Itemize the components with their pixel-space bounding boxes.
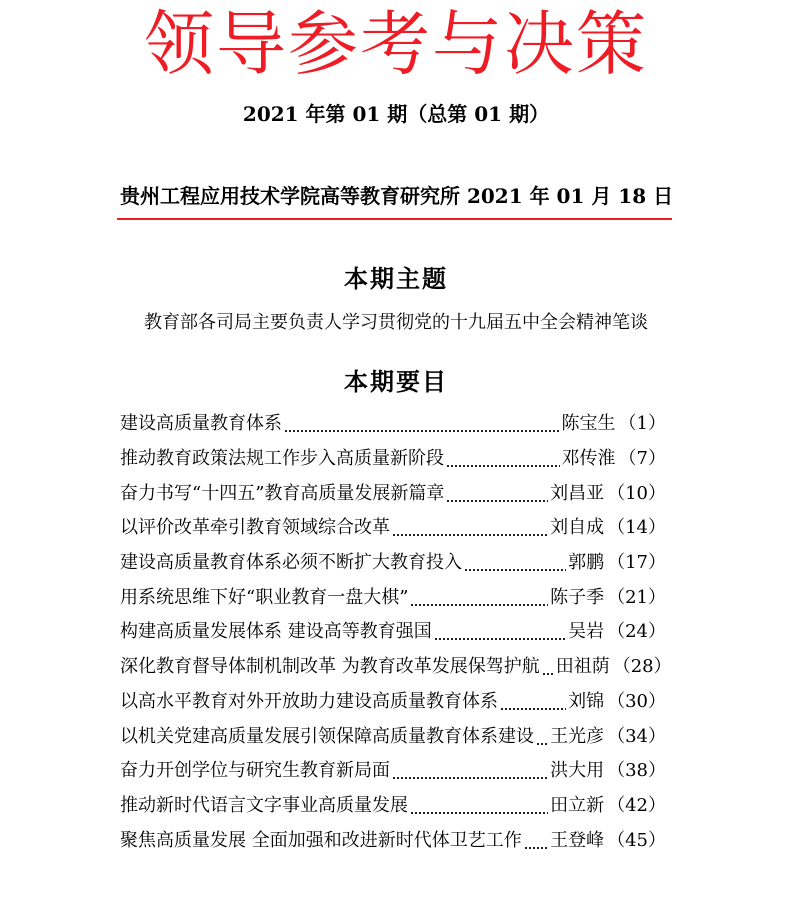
toc-dot-leader (536, 728, 548, 746)
toc-item[interactable] (120, 442, 666, 477)
toc-item-page: （38） (607, 760, 666, 782)
toc-item-author: 王登峰 (550, 829, 605, 851)
toc-dot-leader (410, 797, 548, 815)
theme-text: 教育部各司局主要负责人学习贯彻党的十九届五中全会精神笔谈 (144, 312, 648, 333)
toc-item-author: 王光彦 (550, 725, 605, 747)
toc-item-title: 构建高质量发展体系 建设高等教育强国 (120, 621, 432, 643)
toc-item-author: 陈宝生 (561, 413, 616, 435)
toc-item-title: 推动教育政策法规工作步入高质量新阶段 (120, 448, 444, 470)
toc-item-title: 深化教育督导体制机制改革 为教育改革发展保驾护航 (120, 656, 540, 678)
toc-item-page: （42） (607, 794, 666, 816)
toc-item-title: 奋力书写“十四五”教育高质量发展新篇章 (120, 482, 445, 504)
toc-item-page: （17） (607, 552, 666, 574)
toc-dot-leader (542, 658, 554, 676)
toc-item-author: 吴岩 (568, 621, 605, 643)
toc-item-author: 田祖荫 (555, 656, 610, 678)
toc-item-page: （21） (607, 586, 666, 608)
header-rule (117, 218, 672, 220)
toc-item[interactable] (120, 823, 666, 858)
toc-dot-leader (284, 415, 560, 433)
toc-dot-leader (446, 450, 560, 468)
toc-item-title: 奋力开创学位与研究生教育新局面 (120, 760, 390, 782)
toc-item-author: 刘锦 (568, 690, 605, 712)
toc-item[interactable] (120, 615, 666, 650)
toc-dot-leader (500, 693, 566, 711)
toc-item-title: 以高水平教育对外开放助力建设高质量教育体系 (120, 690, 498, 712)
toc-item[interactable] (120, 407, 666, 442)
publisher-date-line: 贵州工程应用技术学院高等教育研究所 2021 年 01 月 18 日 (120, 184, 674, 208)
toc-dot-leader (392, 519, 548, 537)
toc-item-author: 郭鹏 (568, 552, 605, 574)
toc-dot-leader (464, 554, 566, 572)
toc-dot-leader (446, 485, 548, 503)
toc-item-page: （45） (607, 829, 666, 851)
toc-item-author: 洪大用 (550, 760, 605, 782)
toc-item-page: （10） (607, 482, 666, 504)
toc-item-title: 建设高质量教育体系 (120, 413, 282, 435)
toc-item[interactable] (120, 685, 666, 720)
toc-item-page: （34） (607, 725, 666, 747)
toc-item-author: 田立新 (550, 794, 605, 816)
toc-item-page: （14） (607, 517, 666, 539)
toc-item-author: 刘自成 (550, 517, 605, 539)
toc-dot-leader (524, 832, 548, 850)
toc-item-title: 以评价改革牵引教育领域综合改革 (120, 517, 390, 539)
toc-item-page: （7） (618, 448, 666, 470)
toc-item[interactable] (120, 511, 666, 546)
toc-item-page: （1） (618, 413, 666, 435)
toc-item-title: 建设高质量教育体系必须不断扩大教育投入 (120, 552, 462, 574)
toc-item[interactable] (120, 580, 666, 615)
issue-number: 2021 年第 01 期（总第 01 期） (242, 102, 550, 126)
toc-item-title: 以机关党建高质量发展引领保障高质量教育体系建设 (120, 725, 534, 747)
toc-item[interactable] (120, 650, 672, 685)
toc-item-title: 聚焦高质量发展 全面加强和改进新时代体卫艺工作 (120, 829, 522, 851)
table-of-contents (120, 407, 672, 858)
toc-dot-leader (392, 762, 548, 780)
journal-title: 领导参考与决策 (144, 3, 648, 85)
toc-heading: 本期要目 (344, 368, 448, 396)
theme-heading: 本期主题 (344, 265, 448, 293)
toc-item-page: （24） (607, 621, 666, 643)
toc-item[interactable] (120, 754, 666, 789)
toc-item[interactable] (120, 546, 666, 581)
toc-item-author: 邓传淮 (561, 448, 616, 470)
toc-item-title: 推动新时代语言文字事业高质量发展 (120, 794, 408, 816)
toc-item[interactable] (120, 476, 666, 511)
toc-item-author: 刘昌亚 (550, 482, 605, 504)
toc-item[interactable] (120, 719, 666, 754)
toc-item[interactable] (120, 789, 666, 824)
toc-dot-leader (410, 589, 548, 607)
toc-item-title: 用系统思维下好“职业教育一盘大棋” (120, 586, 409, 608)
toc-item-page: （28） (612, 656, 672, 678)
toc-dot-leader (434, 623, 566, 641)
toc-item-author: 陈子季 (550, 586, 605, 608)
toc-item-page: （30） (607, 690, 666, 712)
